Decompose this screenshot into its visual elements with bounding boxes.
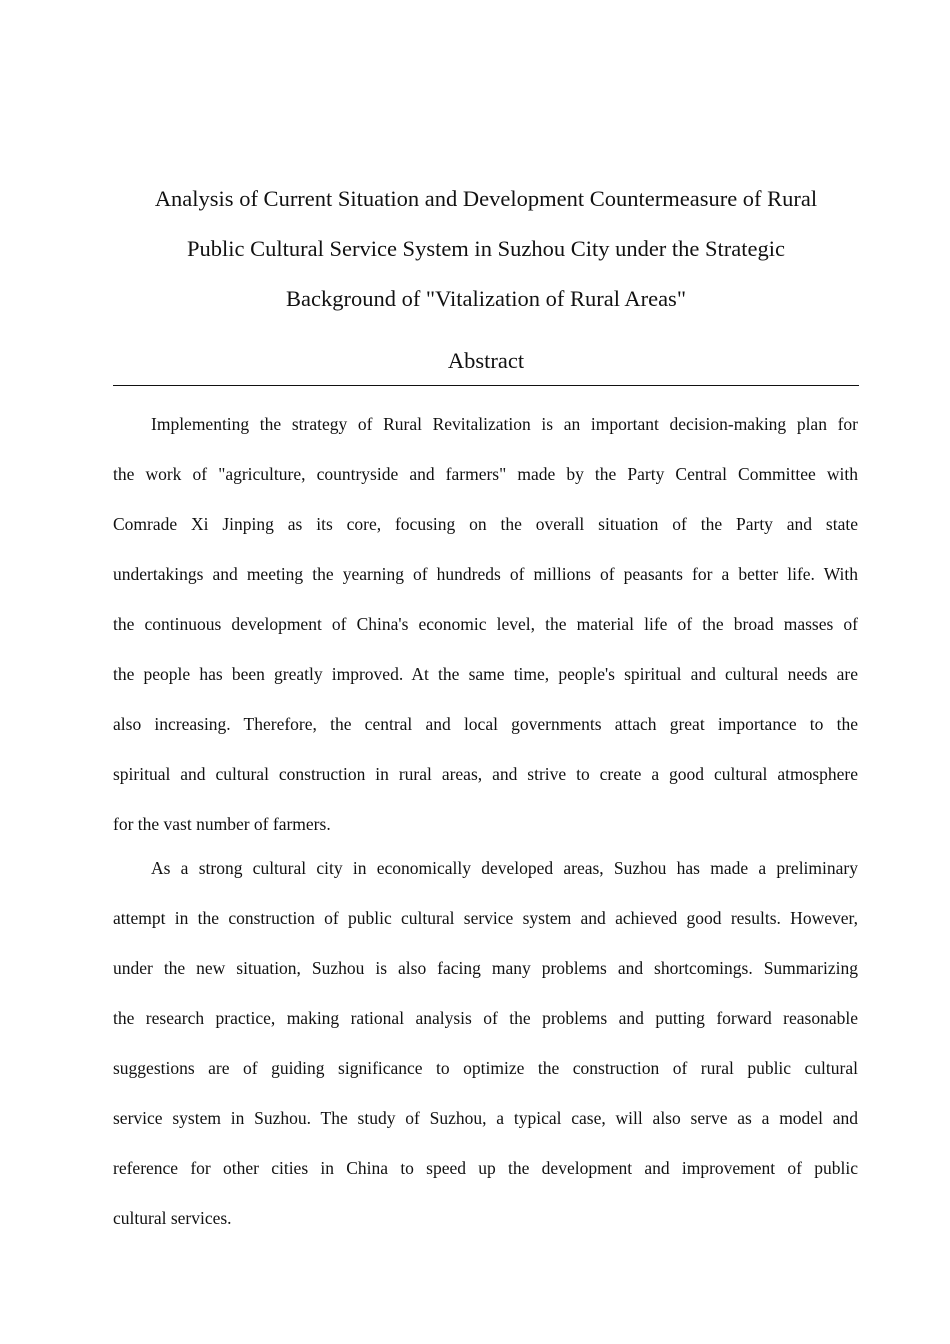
heading-divider bbox=[113, 385, 859, 386]
paragraph-line: Comrade Xi Jinping as its core, focusing on the overall situation of the Party and state bbox=[113, 514, 858, 534]
paragraph-line: the research practice, making rational analysis of the problems and putting forward reasonable bbox=[113, 1008, 858, 1028]
paragraph-line: service system in Suzhou. The study of Suzhou, a typical case, will also serve as a model and bbox=[113, 1108, 858, 1128]
paragraph-line: the work of "agriculture, countryside and farmers" made by the Party Central Committee with bbox=[113, 464, 858, 484]
paragraph-line: for the vast number of farmers. bbox=[113, 814, 331, 834]
paragraph-line: As a strong cultural city in economically developed areas, Suzhou has made a preliminary bbox=[151, 858, 858, 878]
paragraph-line: Implementing the strategy of Rural Revitalization is an important decision-making plan for bbox=[151, 414, 858, 434]
paragraph-line: spiritual and cultural construction in rural areas, and strive to create a good cultural atmosphere bbox=[113, 764, 858, 784]
paragraph-line: reference for other cities in China to speed up the development and improvement of public bbox=[113, 1158, 858, 1178]
paragraph-line: attempt in the construction of public cultural service system and achieved good results. However, bbox=[113, 908, 858, 928]
paragraph-line: under the new situation, Suzhou is also facing many problems and shortcomings. Summarizing bbox=[113, 958, 858, 978]
paragraph-line: the continuous development of China's economic level, the material life of the broad masses of bbox=[113, 614, 858, 634]
paragraph-line: cultural services. bbox=[113, 1208, 232, 1228]
paragraph-line: suggestions are of guiding significance to optimize the construction of rural public cultural bbox=[113, 1058, 858, 1078]
paragraph-line: also increasing. Therefore, the central and local governments attach great importance to the bbox=[113, 714, 858, 734]
abstract-heading: Abstract bbox=[447, 348, 525, 373]
title-line-3: Background of "Vitalization of Rural Areas" bbox=[285, 286, 687, 311]
paragraph-2 bbox=[113, 856, 858, 1256]
paragraph-1 bbox=[113, 412, 858, 862]
paragraph-line: undertakings and meeting the yearning of hundreds of millions of peasants for a better life. With bbox=[113, 564, 858, 584]
title-line-2: Public Cultural Service System in Suzhou City under the Strategic bbox=[186, 236, 786, 261]
paragraph-line: the people has been greatly improved. At the same time, people's spiritual and cultural needs are bbox=[113, 664, 858, 684]
title-line-1: Analysis of Current Situation and Development Countermeasure of Rural bbox=[154, 186, 818, 211]
